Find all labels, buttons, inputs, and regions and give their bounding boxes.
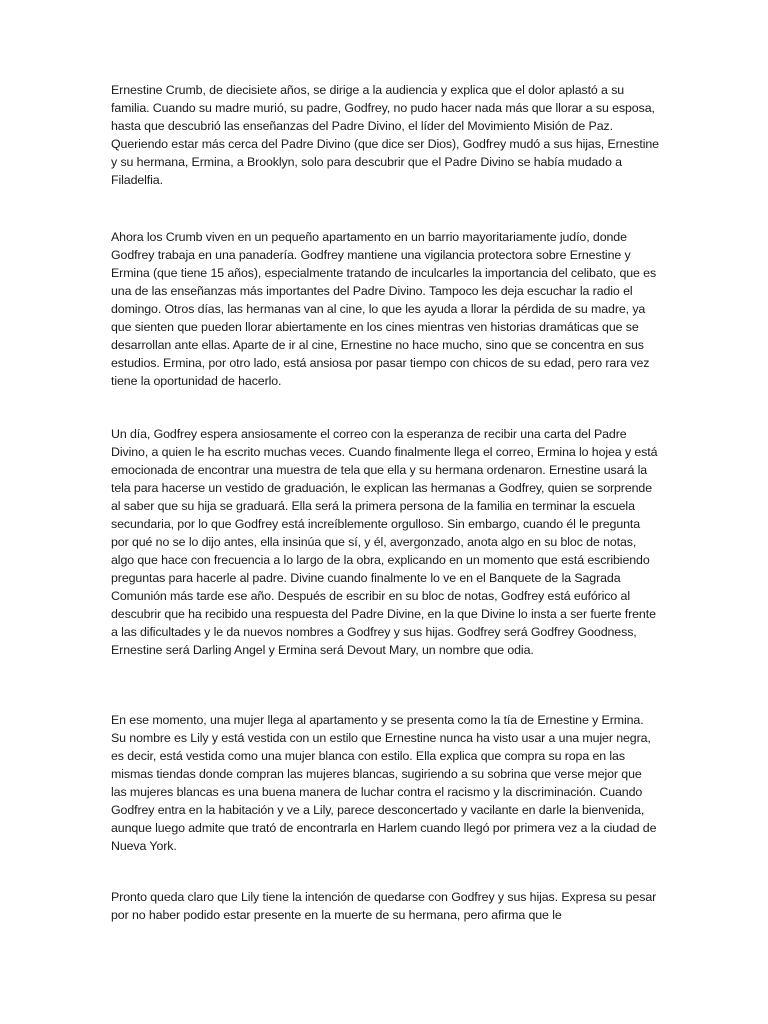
- paragraph-2: Ahora los Crumb viven en un pequeño apartamento en un barrio mayoritariamente judío, donde Godfrey trabaja en una panadería. Godfrey mantiene una vigilancia protectora sobre Ernestine y Ermina (que tiene 15 años), especialmente tratando de inculcarles la importancia del celibato, que es una de las enseñanzas más importantes del Padre Divino. Tampoco les deja escuchar la radio el domingo. Otros días, las hermanas van al cine, lo que les ayuda a llorar la pérdida de su madre, ya que sienten que pueden llorar abiertamente en los cines mientras ven historias dramáticas que se desarrollan ante ellas. Aparte de ir al cine, Ernestine no hace mucho, sino que se concentra en sus estudios. Ermina, por otro lado, está ansiosa por pasar tiempo con chicos de su edad, pero rara vez tiene la oportunidad de hacerlo.: [111, 230, 657, 388]
- paragraph-3: Un día, Godfrey espera ansiosamente el correo con la esperanza de recibir una carta del Padre Divino, a quien le ha escrito muchas veces. Cuando finalmente llega el correo, Ermina lo hojea y está emocionada de encontrar una muestra de tela que ella y su hermana ordenaron. Ernestine usará la tela para hacerse un vestido de graduación, le explican las hermanas a Godfrey, quien se sorprende al saber que su hija se graduará. Ella será la primera persona de la familia en terminar la escuela secundaria, por lo que Godfrey está increíblemente orgulloso. Sin embargo, cuando él le pregunta por qué no se lo dijo antes, ella insinúa que sí, y él, avergonzado, anota algo en su bloc de notas, algo que hace con frecuencia a lo largo de la obra, explicando en un momento que está escribiendo preguntas para hacerle al padre. Divine cuando finalmente lo ve en el Banquete de la Sagrada Comunión más tarde ese año. Después de escribir en su bloc de notas, Godfrey está eufórico al descubrir que ha recibido una respuesta del Padre Divine, en la que Divine lo insta a ser fuerte frente a las dificultades y le da nuevos nombres a Godfrey y sus hijas. Godfrey será Godfrey Goodness, Ernestine será Darling Angel y Ermina será Devout Mary, un nombre que odia.: [111, 427, 658, 657]
- paragraph-4: En ese momento, una mujer llega al apartamento y se presenta como la tía de Ernestine y Ermina. Su nombre es Lily y está vestida con un estilo que Ernestine nunca ha visto usar a una mujer negra, es decir, está vestida como una mujer blanca con estilo. Ella explica que compra su ropa en las mismas tiendas donde compran las mujeres blancas, sugiriendo a su sobrina que verse mejor que las mujeres blancas es una buena manera de luchar contra el racismo y la discriminación. Cuando Godfrey entra en la habitación y ve a Lily, parece desconcertado y vacilante en darle la bienvenida, aunque luego admite que trató de encontrarla en Harlem cuando llegó por primera vez a la ciudad de Nueva York.: [111, 713, 657, 853]
- paragraph-5: Pronto queda claro que Lily tiene la intención de quedarse con Godfrey y sus hijas. Expresa su pesar por no haber podido estar presente en la muerte de su hermana, pero afirma que le: [111, 890, 657, 922]
- paragraph-1: Ernestine Crumb, de diecisiete años, se dirige a la audiencia y explica que el dolor aplastó a su familia. Cuando su madre murió, su padre, Godfrey, no pudo hacer nada más que llorar a su esposa, hasta que descubrió las enseñanzas del Padre Divino, el líder del Movimiento Misión de Paz. Queriendo estar más cerca del Padre Divino (que dice ser Dios), Godfrey mudó a sus hijas, Ernestine y su hermana, Ermina, a Brooklyn, solo para descubrir que el Padre Divino se había mudado a Filadelfia.: [111, 83, 659, 187]
